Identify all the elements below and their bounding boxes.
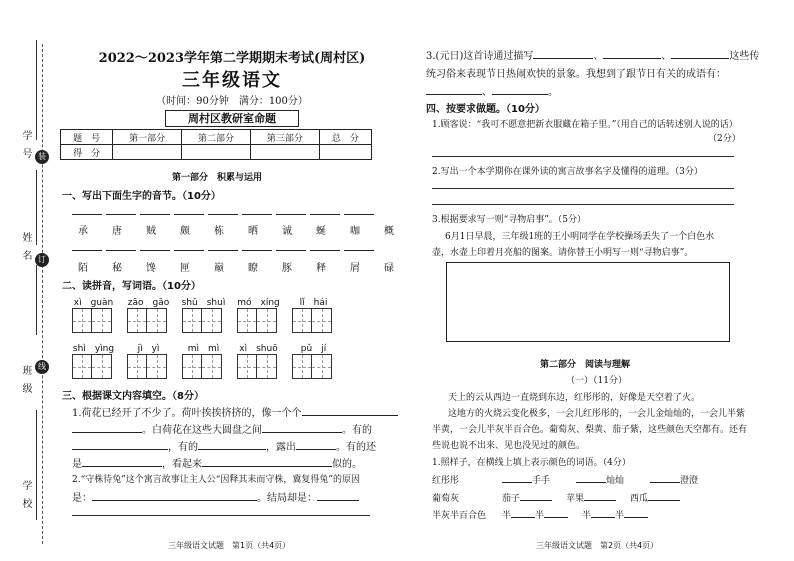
binding-label-student-id: 学号 [20, 130, 31, 166]
fill-blank[interactable] [671, 48, 729, 59]
pinyin: shì yìng [72, 344, 115, 354]
q2-grid-row1 [72, 308, 347, 333]
time-info: （时间：90分钟 满分：100分） [156, 96, 308, 107]
tianzi-box[interactable] [72, 308, 114, 333]
char: 贼 [146, 226, 156, 237]
fill-blank[interactable] [533, 48, 593, 59]
binding-label-class: 班级 [20, 365, 31, 401]
page-footer-left: 三年级语文试题 第1页（共4页） [168, 541, 291, 550]
binding-fill-line [36, 170, 37, 245]
char: 承 [78, 226, 88, 237]
fill-blank[interactable] [262, 422, 342, 433]
fill-blank[interactable] [202, 456, 332, 467]
q3-item1-line2: 。白荷花在这些大圆盘之间 。有的 [72, 421, 372, 436]
q4-item1-score: （2分） [708, 134, 741, 144]
fill-blank[interactable] [302, 405, 398, 416]
dept-label: 周村区教研室命题 [165, 110, 299, 127]
q2-title: 二、读拼音，写词语。（10分） [62, 281, 201, 292]
char: 屑 [350, 263, 360, 274]
tianzi-box[interactable] [292, 354, 334, 379]
q4-item3-body2: 壶，水壶上印着月亮船的图案。请你替王小明写一则“寻物启事”。 [432, 248, 694, 258]
q3-item3-line1: 3.(元日)这首诗通过描写 、 、 这些传 [426, 47, 759, 62]
pinyin: lǐ hái [299, 298, 328, 308]
answer-line[interactable] [432, 156, 734, 157]
q3-item3-line2: 统习俗来表现节日热闹欢快的景象。我想到了跟节日有关的成语有： [426, 69, 726, 80]
q3-item3-line3: 、 。 [426, 83, 558, 98]
char: 晒 [248, 226, 258, 237]
tianzi-box[interactable] [237, 354, 279, 379]
pinyin: shǔ shuì [181, 298, 226, 308]
q4-item1: 1.顾客说：“我可不愿意把新衣服藏在箱子里。”（用自己的话转述别人说的话） [432, 120, 738, 130]
q3-item1-line1: 1.荷花已经开了不少了。荷叶挨挨挤挤的，像一个个 [72, 404, 398, 419]
fill-blank[interactable] [198, 439, 266, 450]
char: 颇 [180, 226, 190, 237]
binding-label-school: 学校 [20, 480, 31, 516]
fill-blank[interactable] [624, 507, 648, 518]
score-header: 第二部分 [182, 130, 251, 145]
q2-pinyin-row2 [66, 341, 341, 354]
char: 匣 [180, 263, 190, 274]
char: 豚 [282, 263, 292, 274]
q1-title: 一、写出下面生字的音节。（10分） [62, 191, 221, 202]
char: 馋 [146, 263, 156, 274]
pinyin: mì mì [187, 344, 220, 354]
pinyin: xì shuō [239, 344, 278, 354]
char: 瞭 [248, 263, 258, 274]
char: 巅 [214, 263, 224, 274]
passage-label: （一）（11分） [566, 376, 627, 386]
tianzi-box[interactable] [292, 308, 334, 333]
fill-blank[interactable] [82, 456, 162, 467]
tianzi-box[interactable] [182, 308, 224, 333]
pinyin: pǔ jí [300, 344, 327, 354]
answer-line[interactable] [432, 188, 734, 189]
q1-chars-row2 [66, 259, 406, 274]
char: 唐 [112, 226, 122, 237]
passage-p2-l1: 这地方的火烧云变化极多，一会儿红彤彤的，一会儿金灿灿的，一会儿半紫 [448, 409, 746, 419]
score-cell[interactable] [250, 145, 319, 160]
score-cell[interactable] [319, 145, 371, 160]
binding-dashed-line [42, 44, 43, 544]
fill-blank[interactable] [520, 490, 552, 501]
fill-blank[interactable] [511, 507, 535, 518]
q3-item2-line1: 2.“守株待兔”这个寓言故事让主人公“因释其耒而守株，冀复得兔”的原因 [72, 475, 360, 485]
fill-blank[interactable] [648, 490, 680, 501]
char: 陌 [78, 263, 88, 274]
q2-grid-row2 [72, 354, 347, 379]
pinyin: mó xíng [237, 298, 280, 308]
answer-line[interactable] [432, 204, 734, 205]
binding-seal: 订 [35, 253, 49, 267]
tianzi-box[interactable] [72, 354, 114, 379]
q4-title: 四、按要求做题。（10分） [426, 104, 545, 115]
binding-fill-line [36, 265, 37, 335]
fill-blank[interactable] [296, 439, 336, 450]
fill-blank[interactable] [92, 490, 257, 501]
color-row3: 半灰半百合色 半 半 半 半 [432, 507, 648, 521]
answer-line[interactable] [72, 515, 370, 516]
score-header: 题 号 [61, 130, 113, 145]
q3-title: 三、根据课文内容填空。（8分） [62, 391, 204, 402]
pinyin: zāo gāo [127, 298, 170, 308]
page-footer-right: 三年级语文试题 第2页（共4页） [536, 541, 659, 550]
passage-p1: 天上的云从西边一直烧到东边，红彤彤的，好像是天空着了火。 [448, 393, 701, 403]
fill-blank[interactable] [650, 472, 680, 483]
exam-title: 2022～2023学年第二学期期末考试(周村区) [98, 51, 366, 66]
binding-fill-line [36, 410, 37, 520]
q3-item1-line4: 是 ，看起来 似的。 [72, 455, 362, 470]
q2-pinyin-row1 [66, 295, 341, 308]
part1-title: 第一部分 积累与运用 [172, 173, 263, 183]
fill-blank[interactable] [591, 507, 615, 518]
binding-label-name: 姓名 [20, 232, 31, 268]
reading-q1-title: 1.照样子，在横线上填上表示颜色的词语。（4分） [432, 458, 631, 468]
q3-item2-line2: 是： 。结局却是： [72, 489, 359, 504]
char: 秘 [112, 263, 122, 274]
fill-blank[interactable] [317, 490, 359, 501]
color-row2: 葡萄灰 茄子 苹果 西瓜 [432, 490, 680, 504]
fill-blank[interactable] [544, 507, 568, 518]
tianzi-box[interactable] [127, 308, 169, 333]
tianzi-box[interactable] [237, 308, 279, 333]
color-row1: 红彤彤 手手 灿灿 澄澄 [432, 472, 698, 486]
fill-blank[interactable] [603, 48, 661, 59]
char: 诚 [282, 226, 292, 237]
char: 栋 [214, 226, 224, 237]
score-cell[interactable] [182, 145, 251, 160]
pinyin: xì guàn [73, 298, 114, 308]
q4-item2: 2.写出一个本学期你在课外读的寓言故事名字及懂得的道理。（3分） [432, 167, 703, 177]
score-header: 总 分 [319, 130, 371, 145]
passage-p2-l3: 些说也说不出来、见也没见过的颜色。 [432, 441, 586, 451]
score-header: 第一部分 [113, 130, 182, 145]
q1-blanks-row1[interactable] [72, 213, 378, 215]
q4-item3-body1: 6月1日早晨，三年级1班的王小明同学在学校操场丢失了一个白色水 [445, 232, 715, 242]
q1-blanks-row2[interactable] [72, 249, 378, 251]
fill-blank[interactable] [72, 439, 168, 450]
score-table [60, 129, 372, 160]
fill-blank[interactable] [576, 472, 606, 483]
passage-p2-l2: 半黄，一会儿半灰半百合色。葡萄灰、梨黄、茄子紫，这些颜色天空都有。还有 [432, 425, 748, 435]
fill-blank[interactable] [502, 472, 532, 483]
tianzi-box[interactable] [127, 354, 169, 379]
part2-title: 第二部分 阅读与理解 [540, 360, 631, 370]
pinyin: jì yì [137, 344, 160, 354]
score-row-label: 得 分 [61, 145, 113, 160]
subject-title: 三年级语文 [182, 70, 282, 91]
writing-box[interactable] [446, 262, 730, 342]
q4-item3-title: 3.根据要求写一则“寻物启事”。（5分） [432, 215, 587, 225]
q3-item1-line3: ，有的 ，露出 。有的还 [72, 438, 376, 453]
char: 释 [316, 263, 326, 274]
score-cell[interactable] [113, 145, 182, 160]
char: 咖 [350, 226, 360, 237]
char: 碌 [384, 263, 394, 274]
binding-fill-line [36, 40, 37, 140]
binding-seal: 线 [35, 360, 49, 374]
fill-blank[interactable] [584, 490, 616, 501]
fill-blank[interactable] [492, 84, 548, 95]
char: 蜒 [316, 226, 326, 237]
fill-blank[interactable] [72, 422, 142, 433]
binding-seal: 装 [35, 150, 49, 164]
fill-blank[interactable] [426, 84, 482, 95]
tianzi-box[interactable] [182, 354, 224, 379]
char: 概 [384, 226, 394, 237]
q1-chars-row1 [66, 222, 406, 237]
score-header: 第三部分 [250, 130, 319, 145]
